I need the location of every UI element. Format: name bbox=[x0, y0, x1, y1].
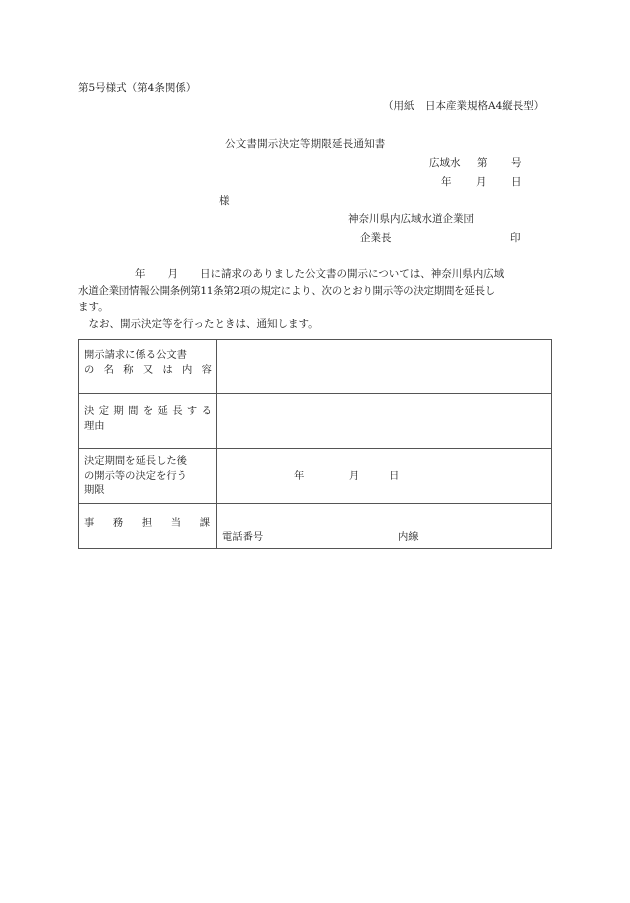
form-number: 第5号様式（第4条関係） bbox=[78, 82, 197, 94]
body-line-3: ます。 bbox=[78, 301, 109, 313]
recipient-honorific: 様 bbox=[219, 195, 230, 207]
seal-mark: 印 bbox=[510, 232, 521, 244]
notice-body bbox=[78, 266, 554, 332]
paper-size-note: （用紙 日本産業規格A4縦長型） bbox=[383, 100, 545, 112]
table-row-office-in-charge bbox=[79, 504, 552, 549]
document-title: 公文書開示決定等期限延長通知書 bbox=[225, 138, 386, 150]
label-document-name: 開示請求に係る公文書 の 名 称 又 は 内 容 bbox=[79, 340, 217, 394]
label-extension-reason: 決 定 期 間 を 延 長 す る 理由 bbox=[79, 394, 217, 449]
extension-label: 内線 bbox=[398, 531, 419, 543]
body-line-1: 年 月 日に請求のありました公文書の開示については、神奈川県内広域 bbox=[135, 268, 505, 280]
value-new-deadline[interactable]: 年 月 日 bbox=[217, 449, 552, 504]
body-line-2: 水道企業団情報公開条例第11条第2項の規定により、次のとおり開示等の決定期間を延長し bbox=[78, 284, 495, 297]
phone-number-label: 電話番号 bbox=[222, 531, 264, 543]
value-extension-reason[interactable] bbox=[217, 394, 552, 449]
table-row-document-name bbox=[79, 340, 552, 394]
table-row-new-deadline bbox=[79, 449, 552, 504]
value-document-name[interactable] bbox=[217, 340, 552, 394]
table-row-extension-reason bbox=[79, 394, 552, 449]
sender-title: 企業長 bbox=[360, 232, 392, 244]
label-new-deadline: 決定期間を延長した後 の開示等の決定を行う 期限 bbox=[79, 449, 217, 504]
sender-organization: 神奈川県内広域水道企業団 bbox=[348, 213, 474, 225]
details-table bbox=[78, 339, 552, 549]
label-office-in-charge: 事 務 担 当 課 bbox=[79, 504, 217, 549]
value-office-in-charge[interactable] bbox=[217, 504, 552, 549]
body-line-4: なお、開示決定等を行ったときは、通知します。 bbox=[78, 317, 319, 330]
